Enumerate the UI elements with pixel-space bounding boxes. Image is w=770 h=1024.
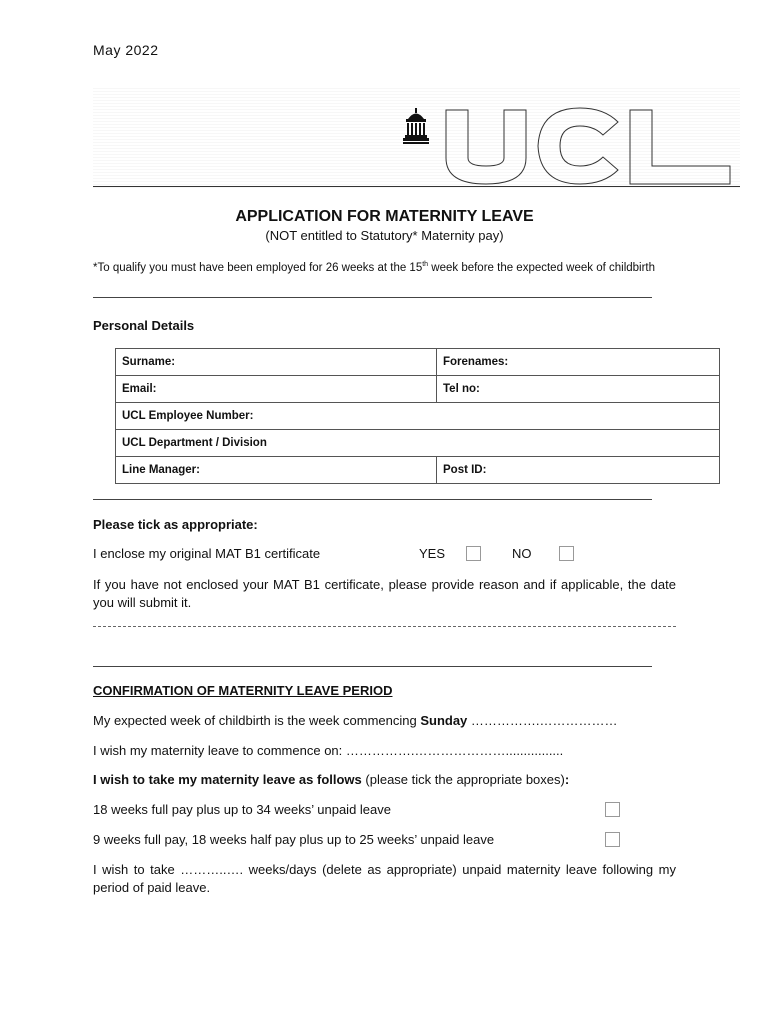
- ucl-letters: [446, 108, 730, 184]
- logo-rule: [93, 186, 740, 187]
- divider: [93, 666, 652, 667]
- no-checkbox[interactable]: [559, 546, 574, 561]
- qualify-sup: th: [422, 261, 429, 268]
- line-manager-field[interactable]: Line Manager:: [116, 457, 437, 484]
- expected-week-day: Sunday: [420, 713, 468, 728]
- divider: [93, 297, 652, 298]
- option-18-weeks-label: 18 weeks full pay plus up to 34 weeks’ unpaid leave: [93, 802, 391, 817]
- form-title: APPLICATION FOR MATERNITY LEAVE: [235, 208, 534, 225]
- surname-field[interactable]: Surname:: [116, 349, 437, 376]
- email-field[interactable]: Email:: [116, 376, 437, 403]
- divider: [93, 499, 652, 500]
- take-leave-line: [93, 772, 569, 787]
- personal-details-table: [115, 348, 720, 484]
- form-subtitle: (NOT entitled to Statutory* Maternity pay): [265, 228, 504, 243]
- qualify-text: *To qualify you must have been employed for 26 weeks at the 15: [93, 261, 423, 274]
- employee-number-field[interactable]: UCL Employee Number:: [116, 403, 720, 430]
- tel-field[interactable]: Tel no:: [437, 376, 720, 403]
- qualify-text-end: week before the expected week of childbirth: [428, 261, 656, 274]
- personal-details-heading: Personal Details: [93, 318, 195, 333]
- take-leave-bold: I wish to take my maternity leave as follows: [93, 772, 362, 787]
- ucl-logo: [400, 104, 730, 188]
- commence-date-line[interactable]: I wish my maternity leave to commence on: …………….…………………................: [93, 743, 564, 758]
- expected-week-line: [93, 713, 618, 728]
- take-leave-colon: :: [564, 772, 570, 787]
- qualify-note: [93, 258, 683, 275]
- forenames-field[interactable]: Forenames:: [437, 349, 720, 376]
- confirmation-heading: CONFIRMATION OF MATERNITY LEAVE PERIOD: [93, 683, 393, 698]
- mat-b1-label: I enclose my original MAT B1 certificate: [93, 546, 321, 561]
- yes-checkbox[interactable]: [466, 546, 481, 561]
- post-id-field[interactable]: Post ID:: [437, 457, 720, 484]
- expected-week-text: My expected week of childbirth is the week commencing: [93, 713, 421, 728]
- mat-b1-reason-text: If you have not enclosed your MAT B1 certificate, please provide reason and if applicable, the date you will submit it.: [93, 577, 676, 610]
- option-18-weeks-checkbox[interactable]: [605, 802, 620, 817]
- unpaid-leave-text: I wish to take ………..…. weeks/days (delete as appropriate) unpaid maternity leave following my period of paid leave.: [93, 862, 676, 895]
- option-9-weeks-checkbox[interactable]: [605, 832, 620, 847]
- reason-entry-line[interactable]: [93, 626, 676, 627]
- tick-heading: Please tick as appropriate:: [93, 517, 258, 532]
- expected-week-entry[interactable]: …………….………………: [467, 713, 618, 728]
- yes-label: YES: [419, 546, 446, 561]
- department-field[interactable]: UCL Department / Division: [116, 430, 720, 457]
- portico-icon: [403, 108, 429, 144]
- no-label: NO: [512, 546, 532, 561]
- take-leave-note: (please tick the appropriate boxes): [361, 772, 565, 787]
- option-9-weeks-label: 9 weeks full pay, 18 weeks half pay plus up to 25 weeks’ unpaid leave: [93, 832, 495, 847]
- document-date: May 2022: [93, 42, 159, 58]
